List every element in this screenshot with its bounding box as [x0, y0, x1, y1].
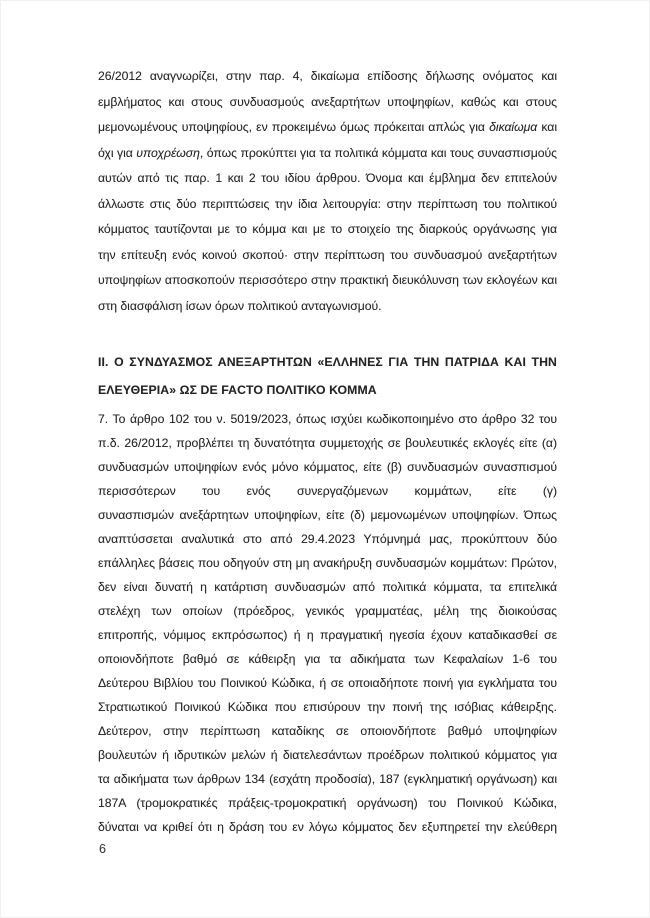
text-segment: 26/2012 αναγνωρίζει, στην παρ. 4, δικαίωμα επίδοσης δήλωσης ονόματος και — [98, 69, 557, 83]
text-segment: Δεύτερου Βιβλίου του Ποινικού Κώδικα, ή σε οποιαδήποτε ποινή για εγκλήματα του — [98, 676, 557, 690]
text-line — [98, 743, 557, 767]
text-segment: π.δ. 26/2012, προβλέπει τη δυνατότητα συμμετοχής σε βουλευτικές εκλογές είτε (α) — [98, 436, 557, 450]
text-line — [98, 791, 557, 815]
text-line — [98, 455, 557, 479]
text-segment: υποψηφίων αποσκοπούν περισσότερο στην πρακτική διευκόλυνση των εκλογέων και — [98, 273, 557, 287]
text-line — [98, 527, 557, 551]
text-segment: Στρατιωτικού Ποινικού Κώδικα που επισύρουν την ποινή της ισόβιας κάθειρξης. — [98, 700, 557, 714]
text-line — [98, 695, 557, 719]
text-line — [98, 294, 557, 320]
text-line — [98, 90, 557, 116]
text-segment: ΕΛΕΥΘΕΡΙΑ» ΩΣ DE FACTO ΠΟΛΙΤΙΚΟ ΚΟΜΜΑ — [98, 382, 377, 397]
text-segment: αναπτύσσεται αναλυτικά στο από 29.4.2023 Υπόμνημά μας, προκύπτουν δύο — [98, 532, 557, 546]
text-segment: άλλωστε στις δύο περιπτώσεις την ίδια λειτουργία: στην περίπτωση του πολιτικού — [98, 196, 557, 211]
paragraph — [98, 64, 557, 319]
text-segment: περισσότερων του ενός συνεργαζόμενων κομμάτων, είτε (γ) — [98, 484, 557, 498]
section-heading — [98, 349, 557, 404]
text-line — [98, 671, 557, 695]
text-line — [98, 407, 557, 431]
text-line — [98, 166, 557, 192]
text-segment: δύναται να κριθεί ότι η δράση του εν λόγω κόμματος δεν εξυπηρετεί την ελεύθερη — [98, 820, 557, 834]
text-segment: όχι για — [98, 145, 137, 160]
text-segment: Δεύτερον, στην περίπτωση καταδίκης σε οποιονδήποτε βαθμό υποψηφίων — [98, 724, 557, 738]
text-line — [98, 115, 557, 141]
text-segment: , όπως προκύπτει για τα πολιτικά κόμματα και τους συνασπισμούς — [199, 145, 557, 160]
heading-line — [98, 377, 557, 405]
text-segment: επάλληλες βάσεις που οδηγούν στη μη ανακήρυξη συνδυασμών κομμάτων: Πρώτον, — [98, 556, 557, 570]
text-line — [98, 551, 557, 575]
text-segment: συνδυασμών υποψηφίων ενός μόνο κόμματος, είτε (β) συνδυασμών συνασπισμού — [98, 460, 557, 474]
page-number: 6 — [99, 842, 106, 856]
text-line — [98, 575, 557, 599]
text-segment: μεμονωμένους υποψηφίους, εν προκειμένω όμως πρόκειται απλώς για — [98, 120, 490, 134]
text-line — [98, 647, 557, 671]
text-segment: κόμματος ταυτίζονται με το κόμμα και με το στοιχείο της διαρκούς οργάνωσης για — [98, 222, 557, 236]
document-text-block — [98, 64, 557, 839]
text-line — [98, 599, 557, 623]
text-line — [98, 431, 557, 455]
text-segment: επιτροπής, νόμιμος εκπρόσωπος) ή η πραγματική ηγεσία έχουν καταδικασθεί σε — [98, 628, 557, 642]
text-segment: συνασπισμών ανεξάρτητων υποψηφίων, είτε (δ) μεμονωμένων υποψηφίων. Όπως — [98, 508, 557, 522]
text-line — [98, 243, 557, 269]
text-line — [98, 767, 557, 791]
emphasized-text-segment: υποχρέωση — [136, 145, 200, 160]
text-segment: δεν είναι δυνατή η κατάρτιση συνδυασμών από πολιτικά κόμματα, τα επιτελικά — [98, 580, 557, 594]
text-line — [98, 141, 557, 167]
text-line — [98, 503, 557, 527]
text-line — [98, 217, 557, 243]
heading-line — [98, 349, 557, 377]
text-line — [98, 192, 557, 218]
text-segment: στελέχη των οποίων (πρόεδρος, γενικός γραμματέας, μέλη της διοικούσας — [98, 604, 557, 618]
text-segment: στη διασφάλιση ίσων όρων πολιτικού ανταγωνισμού. — [98, 298, 382, 313]
text-segment: II. Ο ΣΥΝΔΥΑΣΜΟΣ ΑΝΕΞΑΡΤΗΤΩΝ «ΕΛΛΗΝΕΣ ΓΙΑ ΤΗΝ ΠΑΤΡΙΔΑ ΚΑΙ ΤΗΝ — [98, 355, 557, 369]
text-segment: την επίτευξη ενός κοινού σκοπού· στην περίπτωση του συνδυασμού ανεξαρτήτων — [98, 247, 557, 262]
emphasized-text-segment: δικαίωμα — [489, 120, 538, 134]
text-line — [98, 623, 557, 647]
text-segment: και — [537, 120, 558, 134]
text-line — [98, 268, 557, 294]
text-line — [98, 815, 557, 839]
text-segment: τα αδικήματα των άρθρων 134 (εσχάτη προδοσία), 187 (εγκληματική οργάνωση) και — [98, 772, 557, 786]
text-segment: εμβλήματος και στους συνδυασμούς ανεξαρτήτων υποψηφίων, καθώς και στους — [98, 94, 557, 109]
text-segment: οποιονδήποτε βαθμό σε κάθειρξη για τα αδικήματα των Κεφαλαίων 1-6 του — [98, 652, 557, 666]
text-segment: βουλευτών ή ιδρυτικών μελών ή διατελεσάντων προέδρων πολιτικού κόμματος για — [98, 748, 557, 762]
text-line — [98, 479, 557, 503]
text-segment: 187Α (τρομοκρατικές πράξεις-τρομοκρατική οργάνωση) του Ποινικού Κώδικα, — [98, 796, 557, 810]
text-segment: 7. Το άρθρο 102 του ν. 5019/2023, όπως ισχύει κωδικοποιημένο στο άρθρο 32 του — [98, 412, 557, 426]
paragraph — [98, 407, 557, 839]
text-line — [98, 64, 557, 90]
text-segment: αυτών από τις παρ. 1 και 2 του ιδίου άρθρου. Όνομα και έμβλημα δεν επιτελούν — [98, 171, 557, 185]
text-line — [98, 719, 557, 743]
